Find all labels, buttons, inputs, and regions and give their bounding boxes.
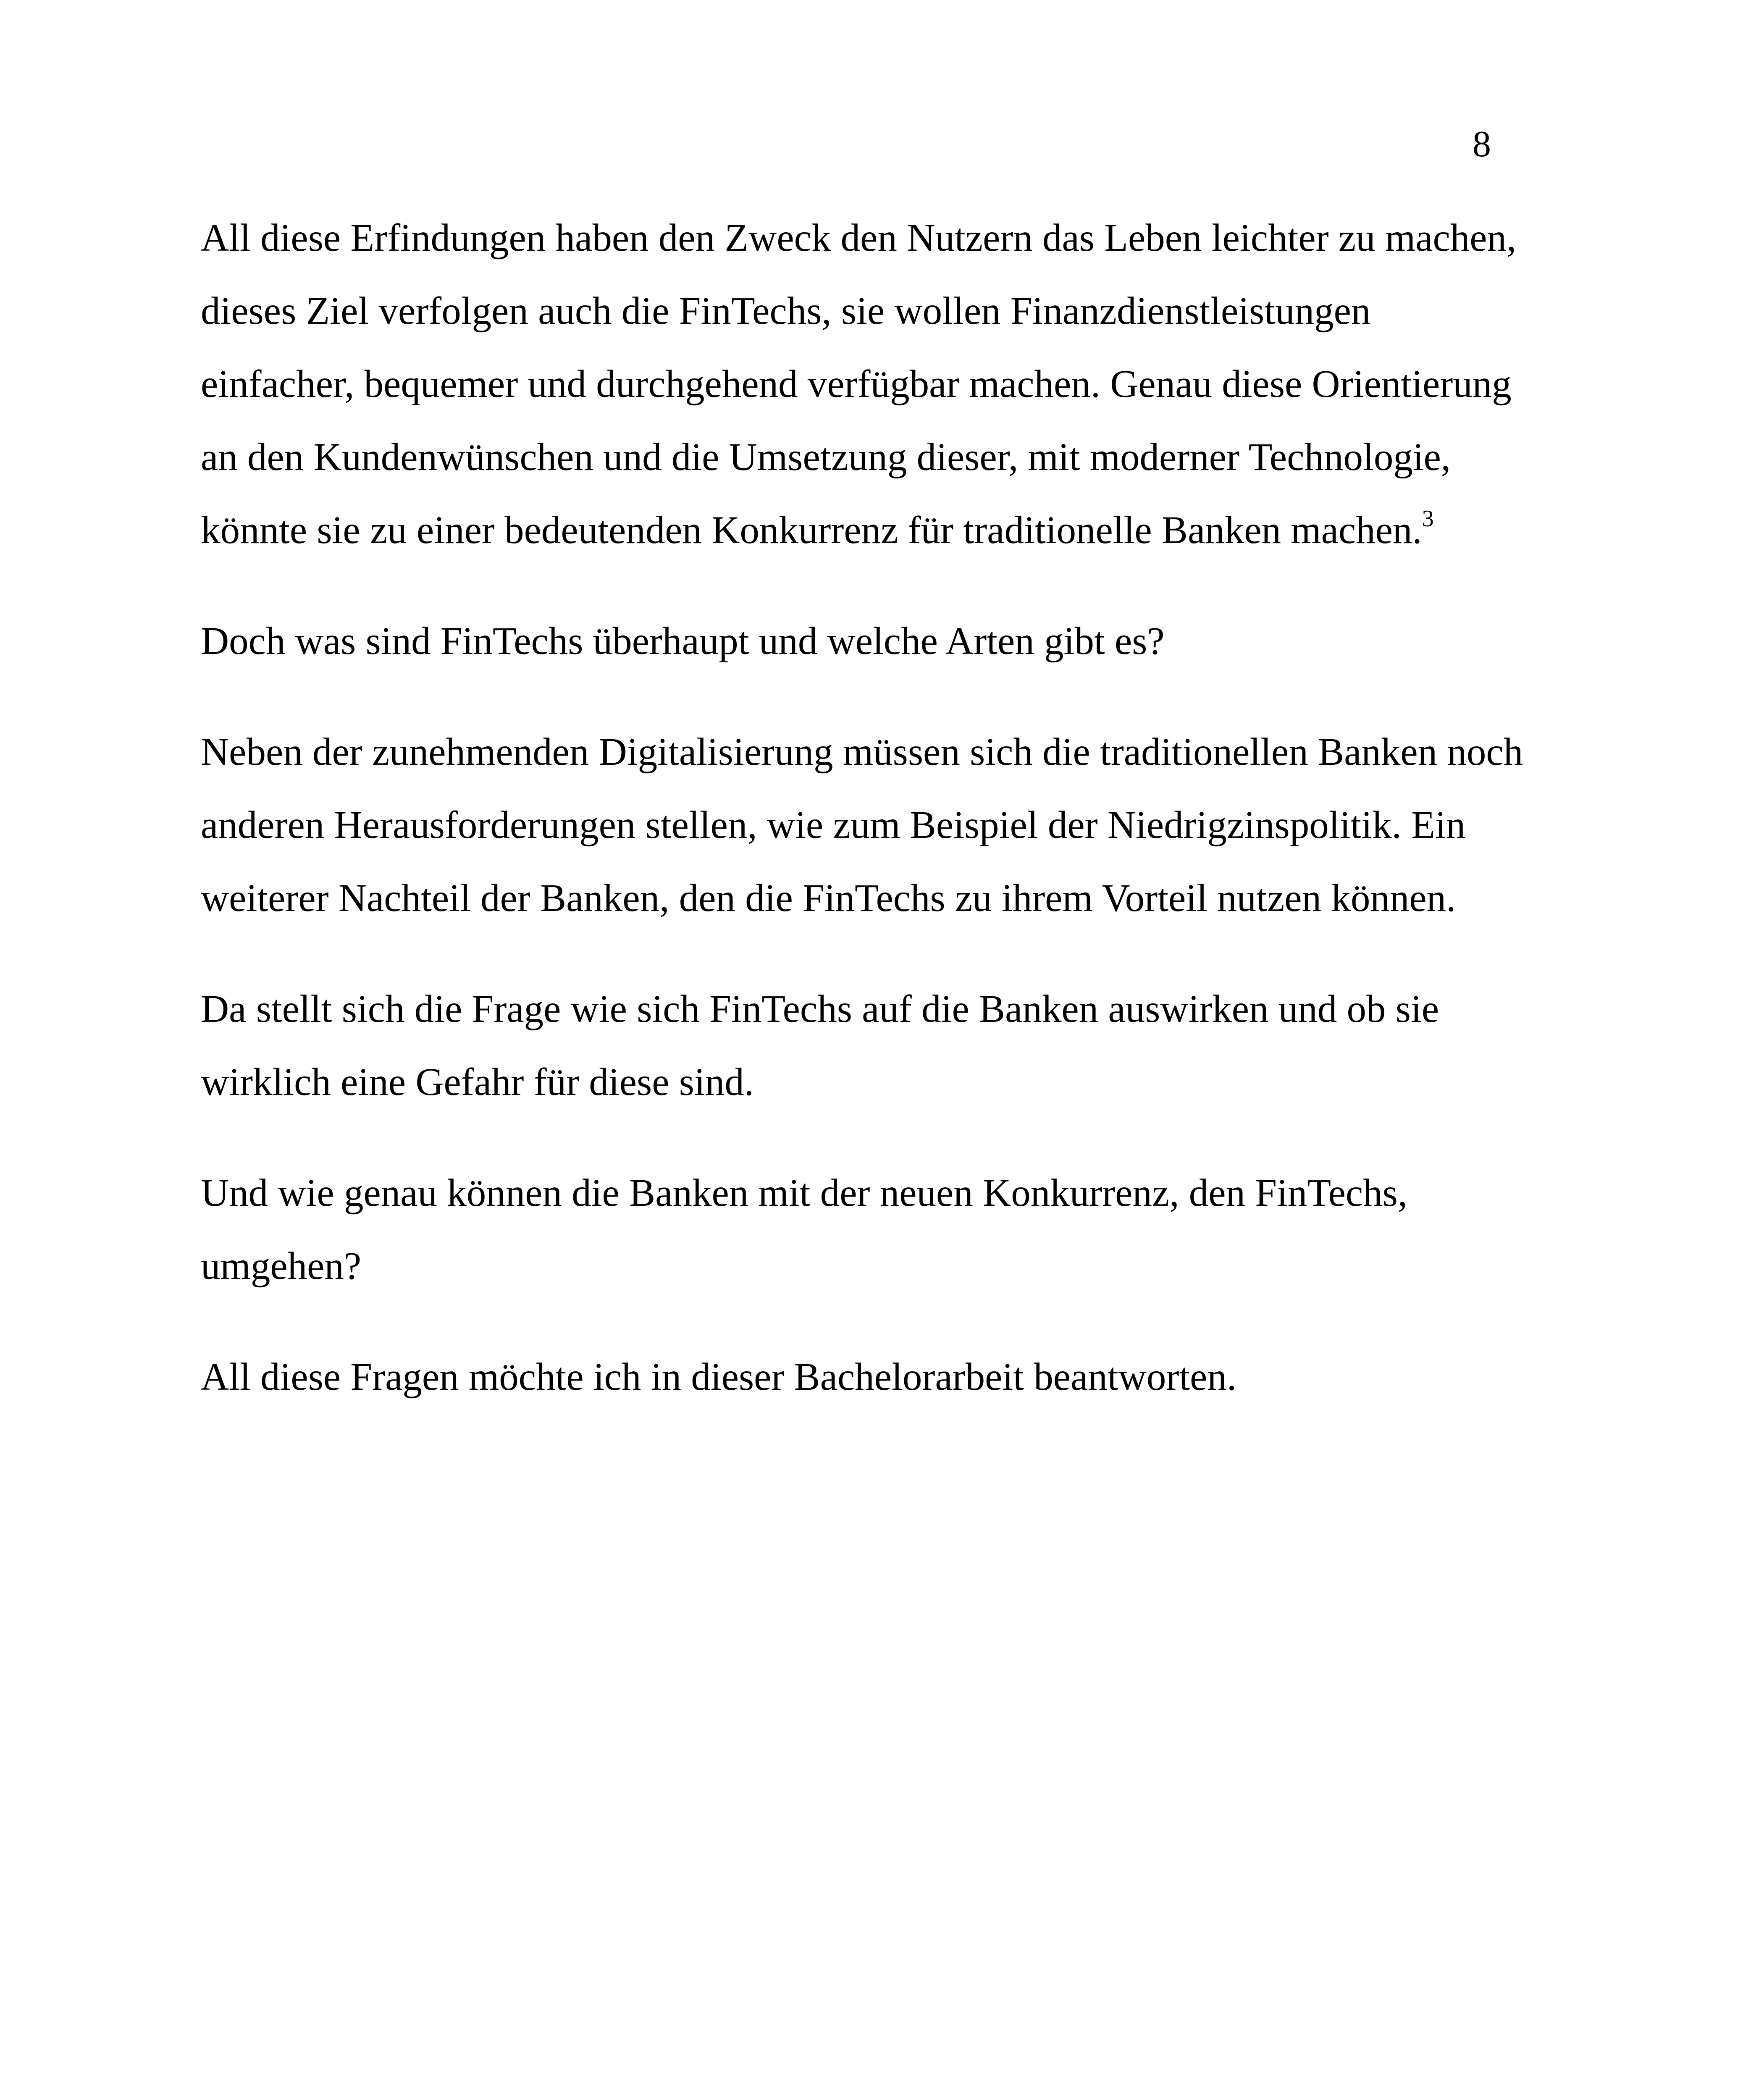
paragraph: Doch was sind FinTechs überhaupt und welche Arten gibt es? [201, 620, 1165, 663]
paragraph: All diese Fragen möchte ich in dieser Bachelorarbeit beantworten. [201, 1355, 1237, 1399]
page-number: 8 [1473, 124, 1491, 165]
paragraph: Neben der zunehmenden Digitalisierung müssen sich die traditionellen Banken noch anderen Herausforderungen stellen, wie zum Beispiel der Niedrigzinspolitik. Ein weiterer Nachteil der Banken, den die FinTechs zu ihrem Vorteil nutzen können. [201, 730, 1523, 920]
paragraph-text: All diese Erfindungen haben den Zweck den Nutzern das Leben leichter zu machen, dieses Ziel verfolgen auch die FinTechs, sie wollen Finanzdienstleistungen einfacher, bequemer und durchgehend verfügbar machen. Genau diese Orientierung an den Kundenwünschen und die Umsetzung dieser, mit moderner Technologie, könnte sie zu einer bedeutenden Konkurrenz für traditionelle Banken machen. [201, 216, 1517, 552]
body-text [201, 202, 1528, 1452]
paragraph [201, 202, 1528, 567]
paragraph: Da stellt sich die Frage wie sich FinTechs auf die Banken auswirken und ob sie wirklich eine Gefahr für diese sind. [201, 987, 1439, 1104]
paragraph: Und wie genau können die Banken mit der neuen Konkurrenz, den FinTechs, umgehen? [201, 1171, 1408, 1288]
footnote-reference[interactable]: 3 [1422, 506, 1434, 532]
